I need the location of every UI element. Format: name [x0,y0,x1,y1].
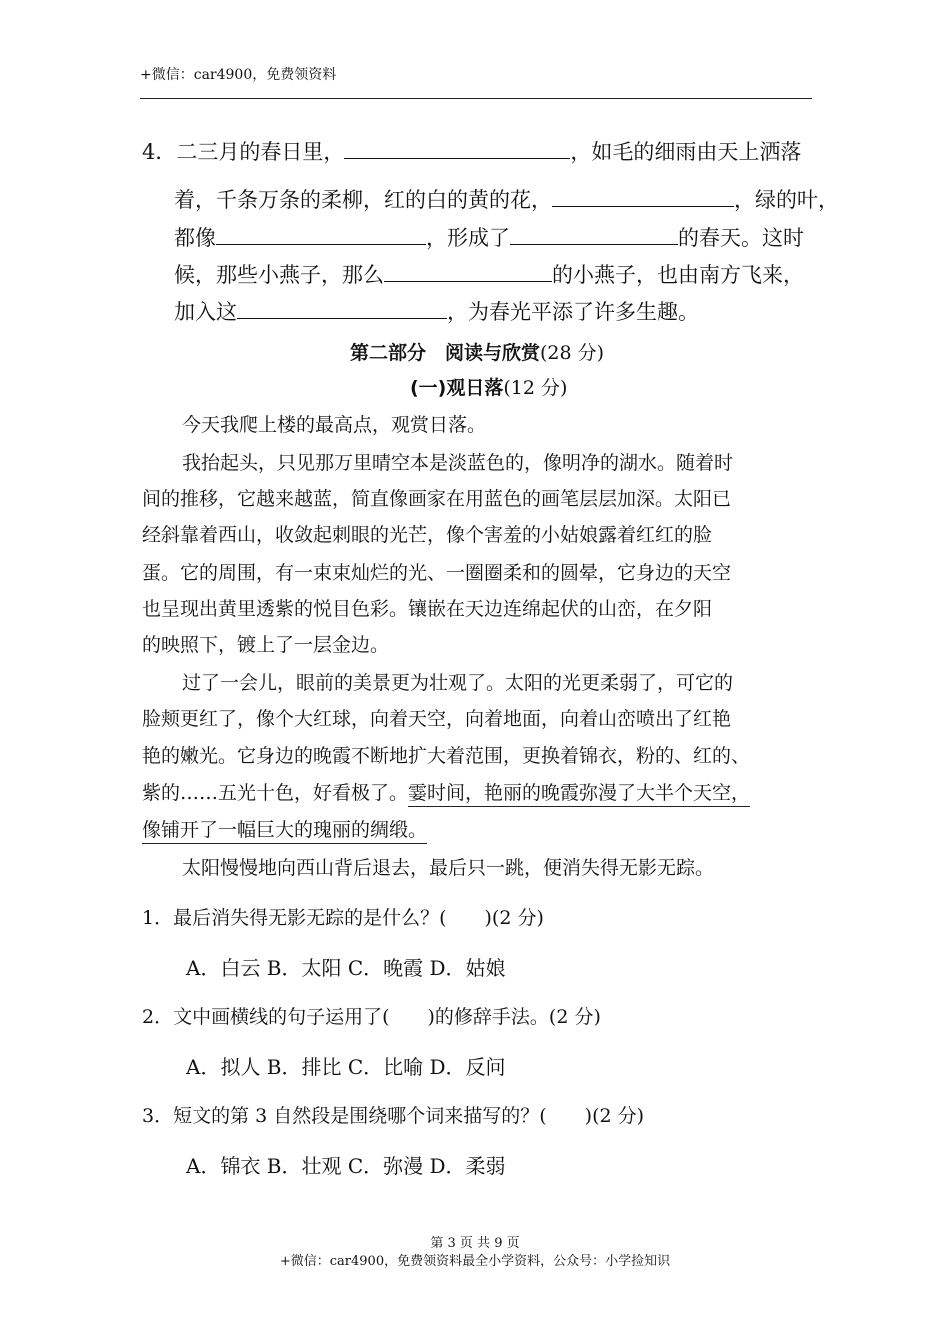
answer-blank[interactable] [384,263,552,282]
header-divider [140,98,812,99]
paragraph-line [142,778,750,805]
q4-line-2 [174,188,839,211]
paragraph-line: 艳的嫩光。它身边的晚霞不断地扩大着范围，更换着锦衣，粉的、红的、 [142,745,751,767]
q4-text: ，绿的叶， [734,188,839,212]
passage-title [410,373,567,400]
underlined-sentence: 像铺开了一幅巨大的瑰丽的绸缎。 [142,819,427,844]
q4-text: 都像 [174,226,216,250]
paragraph-line [142,815,427,842]
q4-text: ，如毛的细雨由天上洒落 [570,140,802,164]
paragraph-line: 经斜靠着西山，收敛起刺眼的光芒，像个害羞的小姑娘露着红红的脸 [142,524,713,546]
page-number: 第 3 页 共 9 页 [430,1236,520,1251]
question-2: 2．文中画横线的句子运用了( )的修辞手法。(2 分) [142,1006,601,1028]
passage-points: (12 分) [503,377,568,399]
q4-text: 加入这 [174,300,237,324]
paragraph-line: 我抬起头，只见那万里晴空本是淡蓝色的，像明净的湖水。随着时 [182,452,734,474]
answer-blank[interactable] [344,140,570,159]
paragraph-line: 间的推移，它越来越蓝，简直像画家在用蓝色的画笔层层加深。太阳已 [142,488,732,510]
question-3-options: A．锦衣 B．壮观 C．弥漫 D．柔弱 [186,1154,506,1178]
q4-line-5 [174,300,699,323]
q4-line-1 [142,140,801,163]
q4-text: 着，千条万条的柔柳，红的白的黄的花， [174,188,552,212]
section-points: (28 分) [540,342,605,364]
question-3: 3．短文的第 3 自然段是围绕哪个词来描写的？( )(2 分) [142,1105,645,1127]
question-2-options: A．拟人 B．排比 C．比喻 D．反问 [186,1055,506,1079]
paragraph-line: 脸颊更红了，像个大红球，向着天空，向着地面，向着山峦喷出了红艳 [142,708,732,730]
question-1: 1．最后消失得无影无踪的是什么？( )(2 分) [142,907,544,929]
paragraph-line: 的映照下，镀上了一层金边。 [142,634,390,656]
q4-text: 的春天。这时 [678,226,804,250]
footer-note: +微信：car4900，免费领资料最全小学资料，公众号：小学捡知识 [279,1254,671,1269]
q4-text: ，为春光平添了许多生趣。 [447,300,699,324]
section-title-text: 第二部分 阅读与欣赏 [350,342,541,364]
paragraph-line: 蛋。它的周围，有一束束灿烂的光、一圈圈柔和的圆晕，它身边的天空 [142,562,732,584]
paragraph-line: 太阳慢慢地向西山背后退去，最后只一跳，便消失得无影无踪。 [182,857,715,879]
answer-blank[interactable] [510,226,678,245]
q4-text: ，形成了 [426,226,510,250]
paragraph-line: 过了一会儿，眼前的美景更为壮观了。太阳的光更柔弱了，可它的 [182,672,734,694]
header-note: +微信：car4900，免费领资料 [140,67,337,83]
q4-line-4 [174,263,804,286]
q4-text: 的小燕子，也由南方飞来， [552,263,804,287]
q4-line-3 [174,226,804,249]
answer-blank[interactable] [552,188,734,207]
plain-text: 紫的……五光十色，好看极了。 [142,782,409,804]
answer-blank[interactable] [237,300,447,319]
answer-blank[interactable] [216,226,426,245]
passage-title-text: (一)观日落 [410,377,504,399]
underlined-sentence: 霎时间，艳丽的晚霞弥漫了大半个天空， [408,782,750,807]
section-title [350,338,604,365]
q4-text: 4．二三月的春日里， [142,140,345,164]
question-1-options: A．白云 B．太阳 C．晚霞 D．姑娘 [186,956,506,980]
q4-text: 候，那些小燕子，那么 [174,263,384,287]
paragraph-line: 今天我爬上楼的最高点，观赏日落。 [182,414,487,436]
paragraph-line: 也呈现出黄里透紫的悦目色彩。镶嵌在天边连绵起伏的山峦，在夕阳 [142,598,713,620]
